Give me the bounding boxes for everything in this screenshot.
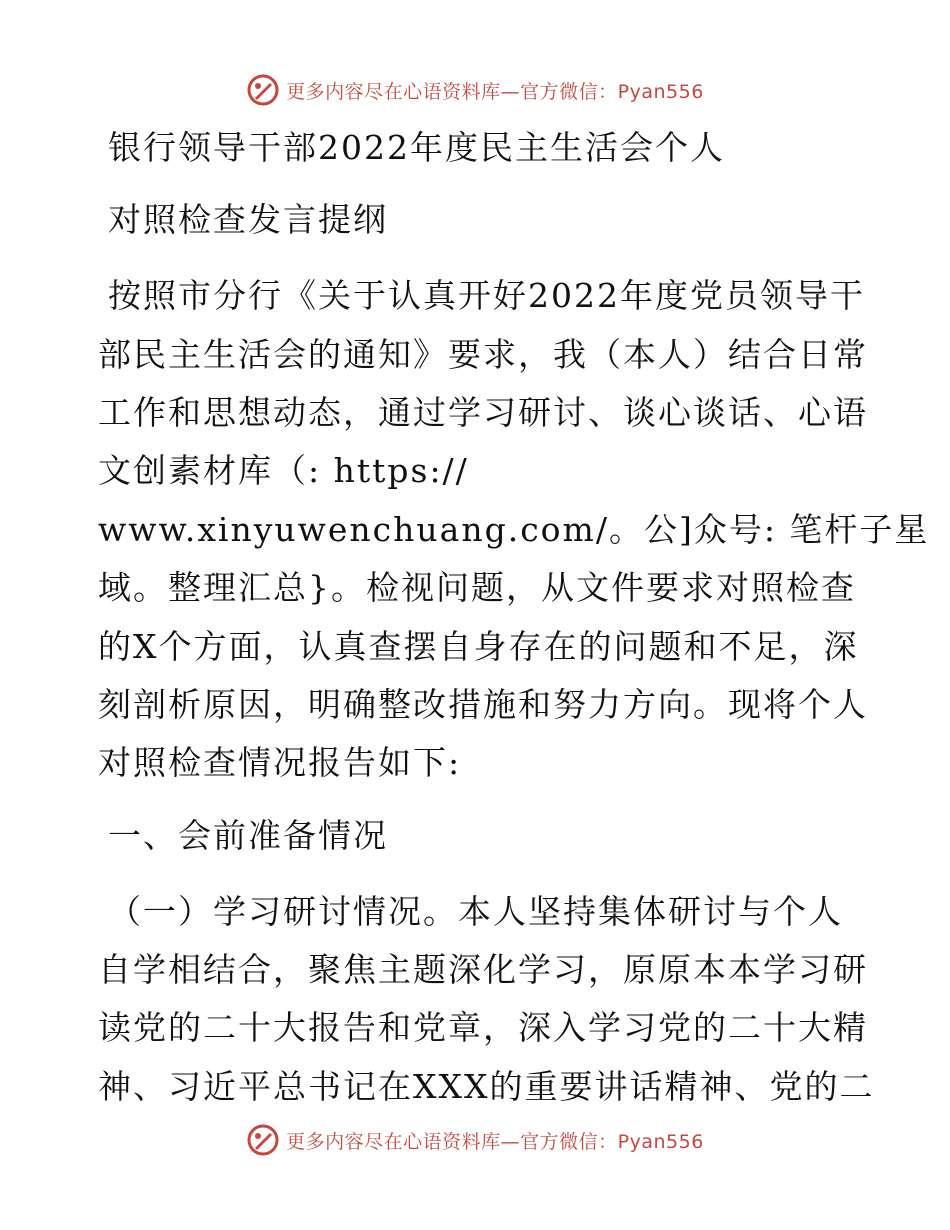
intro-paragraph-line: 刻剖析原因，明确整改措施和努力方向。现将个人 [98, 685, 868, 724]
header-watermark-banner [0, 72, 950, 108]
document-title-line-2: 对照检查发言提纲 [108, 200, 388, 239]
intro-paragraph-line: 域。整理汇总}。检视问题，从文件要求对照检查 [98, 568, 856, 607]
intro-paragraph-line: 部民主生活会的通知》要求，我（本人）结合日常 [98, 335, 868, 374]
footer-watermark-banner [0, 1122, 950, 1158]
intro-paragraph-line: 按照市分行《关于认真开好2022年度党员领导干 [108, 276, 865, 315]
intro-paragraph-line: www.xinyuwenchuang.com/。公]众号: 笔杆子星 [98, 510, 930, 549]
section-paragraph-line: 自学相结合，聚焦主题深化学习，原原本本学习研 [98, 950, 868, 989]
section-heading: 一、会前准备情况 [108, 816, 388, 855]
intro-paragraph-line: 工作和思想动态，通过学习研讨、谈心谈话、心语 [98, 393, 868, 432]
header-watermark-text: 更多内容尽在心语资料库—官方微信：Pyan556 [286, 80, 704, 103]
footer-watermark-text: 更多内容尽在心语资料库—官方微信：Pyan556 [286, 1130, 704, 1153]
section-paragraph-line: （一）学习研讨情况。本人坚持集体研讨与个人 [108, 892, 843, 931]
intro-paragraph-line: 文创素材库（: https:// [98, 451, 469, 490]
document-title-line-1: 银行领导干部2022年度民主生活会个人 [108, 128, 725, 167]
quill-logo-icon [246, 1123, 280, 1157]
section-paragraph-line: 读党的二十大报告和党章，深入学习党的二十大精 [98, 1008, 868, 1047]
intro-paragraph-line: 对照检查情况报告如下: [98, 743, 462, 782]
quill-logo-icon [246, 73, 280, 107]
intro-paragraph-line: 的X个方面，认真查摆自身存在的问题和不足，深 [98, 627, 859, 666]
section-paragraph-line: 神、习近平总书记在XXX的重要讲话精神、党的二 [98, 1067, 875, 1106]
